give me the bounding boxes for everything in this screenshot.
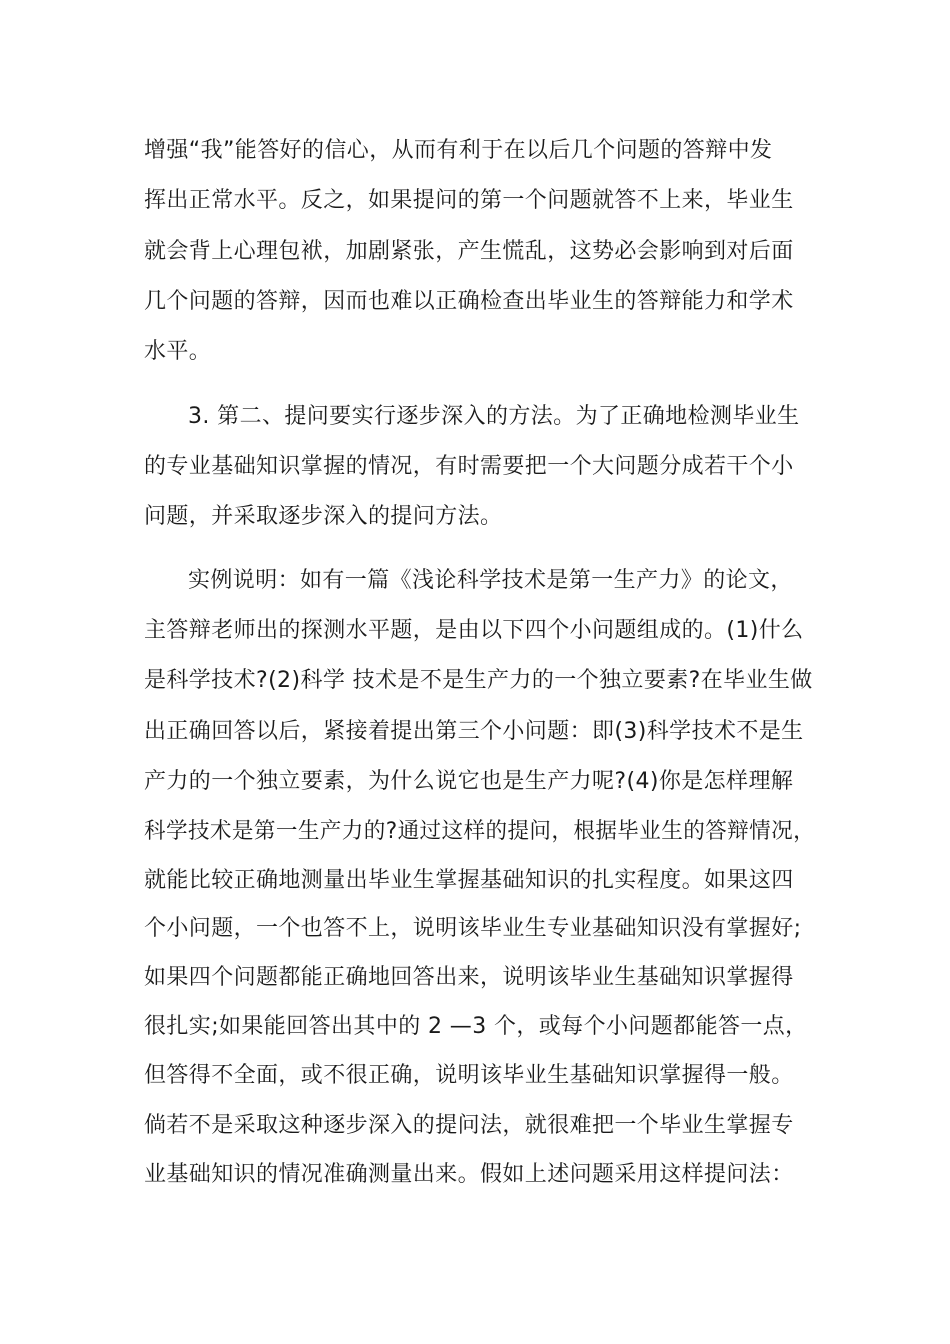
paragraph-3-line-4: 出正确回答以后，紧接着提出第三个小问题：即(3)科学技术不是生 [144, 719, 804, 744]
paragraph-1-line-2: 挥出正常水平。反之，如果提问的第一个问题就答不上来，毕业生 [144, 188, 794, 213]
paragraph-3-line-6: 科学技术是第一生产力的?通过这样的提问，根据毕业生的答辩情况， [144, 819, 816, 844]
paragraph-2-line-3: 问题，并采取逐步深入的提问方法。 [144, 504, 503, 529]
paragraph-1-line-5: 水平。 [144, 339, 212, 364]
paragraph-3-line-13: 业基础知识的情况准确测量出来。假如上述问题采用这样提问法： [144, 1162, 794, 1187]
paragraph-3-line-1: 实例说明：如有一篇《浅论科学技术是第一生产力》的论文， [188, 568, 793, 593]
paragraph-3-line-2: 主答辩老师出的探测水平题，是由以下四个小问题组成的。(1)什么 [144, 618, 804, 643]
paragraph-1-line-1: 增强“我”能答好的信心，从而有利于在以后几个问题的答辩中发 [144, 138, 773, 163]
paragraph-1-line-3: 就会背上心理包袱，加剧紧张，产生慌乱，这势必会影响到对后面 [144, 239, 794, 264]
paragraph-3-line-10: 很扎实;如果能回答出其中的 2 —3 个，或每个小问题都能答一点， [144, 1014, 808, 1039]
paragraph-1-line-4: 几个问题的答辩，因而也难以正确检查出毕业生的答辩能力和学术 [144, 289, 794, 314]
paragraph-3-line-12: 倘若不是采取这种逐步深入的提问法，就很难把一个毕业生掌握专 [144, 1113, 794, 1138]
paragraph-3-line-3: 是科学技术?(2)科学 技术是不是生产力的一个独立要素?在毕业生做 [144, 668, 813, 693]
paragraph-3-line-8: 个小问题，一个也答不上，说明该毕业生专业基础知识没有掌握好; [144, 916, 802, 941]
paragraph-3-line-5: 产力的一个独立要素，为什么说它也是生产力呢?(4)你是怎样理解 [144, 769, 794, 794]
paragraph-3-line-11: 但答得不全面，或不很正确，说明该毕业生基础知识掌握得一般。 [144, 1063, 794, 1088]
paragraph-3-line-7: 就能比较正确地测量出毕业生掌握基础知识的扎实程度。如果这四 [144, 868, 794, 893]
paragraph-2-line-1: 3. 第二、提问要实行逐步深入的方法。为了正确地检测毕业生 [188, 404, 800, 429]
paragraph-2-line-2: 的专业基础知识掌握的情况，有时需要把一个大问题分成若干个小 [144, 454, 794, 479]
paragraph-3-line-9: 如果四个问题都能正确地回答出来，说明该毕业生基础知识掌握得 [144, 965, 794, 990]
